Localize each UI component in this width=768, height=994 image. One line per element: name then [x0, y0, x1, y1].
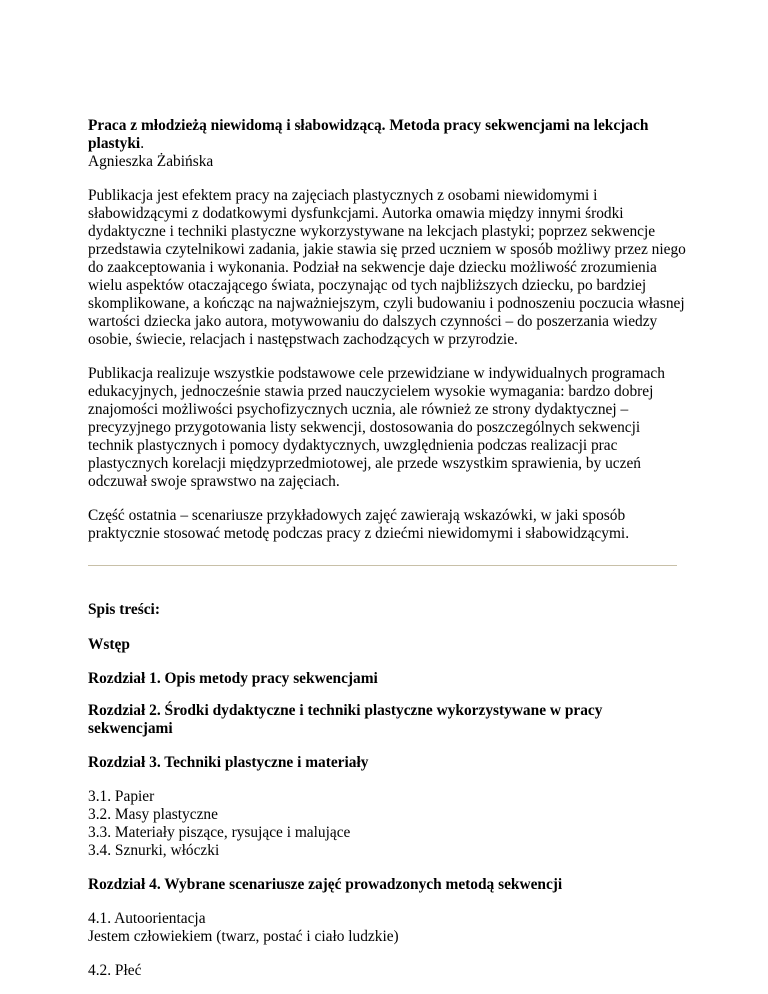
toc-chapter-2: Rozdział 2. Środki dydaktyczne i techniki plastyczne wykorzystywane w pracy sekwencjami	[88, 702, 603, 737]
document-page	[88, 117, 688, 980]
chapter-4-sublist	[88, 910, 688, 946]
document-title: Praca z młodzieżą niewidomą i słabowidzącą. Metoda pracy sekwencjami na lekcjach plastyki	[88, 117, 649, 152]
toc-item-3-3: 3.3. Materiały piszące, rysujące i malujące	[88, 824, 351, 841]
title-period: .	[140, 135, 145, 152]
toc-chapter-4: Rozdział 4. Wybrane scenariusze zajęć prowadzonych metodą sekwencji	[88, 876, 563, 893]
title-block	[88, 117, 688, 171]
toc-heading: Spis treści:	[88, 601, 160, 618]
author-name: Agnieszka Żabińska	[88, 153, 214, 170]
description-paragraph-2: Publikacja realizuje wszystkie podstawowe cele przewidziane w indywidualnych programach edukacyjnych, jednocześnie stawia przed nauczycielem wysokie wymagania: bardzo dobrej znajomości możliwości psychofizycznych ucznia, ale również ze strony dydaktycznej – precyzyjnego przygotowania listy sekwencji, dostosowania do poszczególnych sekwencji technik plastycznych i pomocy dydaktycznych, uwzględnienia podczas realizacji prac plastycznych korelacji międzyprzedmiotowej, ale przede wszystkim sprawienia, by uczeń odczuwał swoje sprawstwo na zajęciach.	[88, 365, 665, 490]
toc-item-3-1: 3.1. Papier	[88, 788, 155, 805]
toc-item-3-2: 3.2. Masy plastyczne	[88, 806, 218, 823]
toc-chapter-3: Rozdział 3. Techniki plastyczne i materiały	[88, 754, 369, 771]
description-paragraph-3: Część ostatnia – scenariusze przykładowych zajęć zawierają wskazówki, w jaki sposób praktycznie stosować metodę podczas pracy z dziećmi niewidomymi i słabowidzącymi.	[88, 507, 630, 542]
document-title-line	[88, 117, 688, 153]
toc-item-4-1-sub: Jestem człowiekiem (twarz, postać i ciało ludzkie)	[88, 928, 399, 945]
toc-item-3-4: 3.4. Sznurki, włóczki	[88, 842, 220, 859]
horizontal-divider	[88, 565, 677, 566]
toc-intro: Wstęp	[88, 636, 130, 653]
toc-chapter-1: Rozdział 1. Opis metody pracy sekwencjami	[88, 670, 378, 687]
toc-item-4-2: 4.2. Płeć	[88, 962, 142, 979]
description-paragraph-1: Publikacja jest efektem pracy na zajęciach plastycznych z osobami niewidomymi i słabowidzącymi z dodatkowymi dysfunkcjami. Autorka omawia między innymi środki dydaktyczne i techniki plastyczne wykorzystywane na lekcjach plastyki; poprzez sekwencje przedstawia czytelnikowi zadania, jakie stawia się przed uczniem w sposób możliwy przez niego do zaakceptowania i wykonania. Podział na sekwencje daje dziecku możliwość zrozumienia wielu aspektów otaczającego świata, poczynając od tych najbliższych dziecku, po bardziej skomplikowane, a kończąc na najważniejszym, czyli budowaniu i podnoszeniu poczucia własnej wartości dziecka jako autora, motywowaniu do dalszych czynności – do poszerzania wiedzy osobie, świecie, relacjach i następstwach zachodzących w przyrodzie.	[88, 187, 686, 348]
toc-item-4-1: 4.1. Autoorientacja	[88, 910, 206, 927]
chapter-3-sublist	[88, 788, 688, 860]
